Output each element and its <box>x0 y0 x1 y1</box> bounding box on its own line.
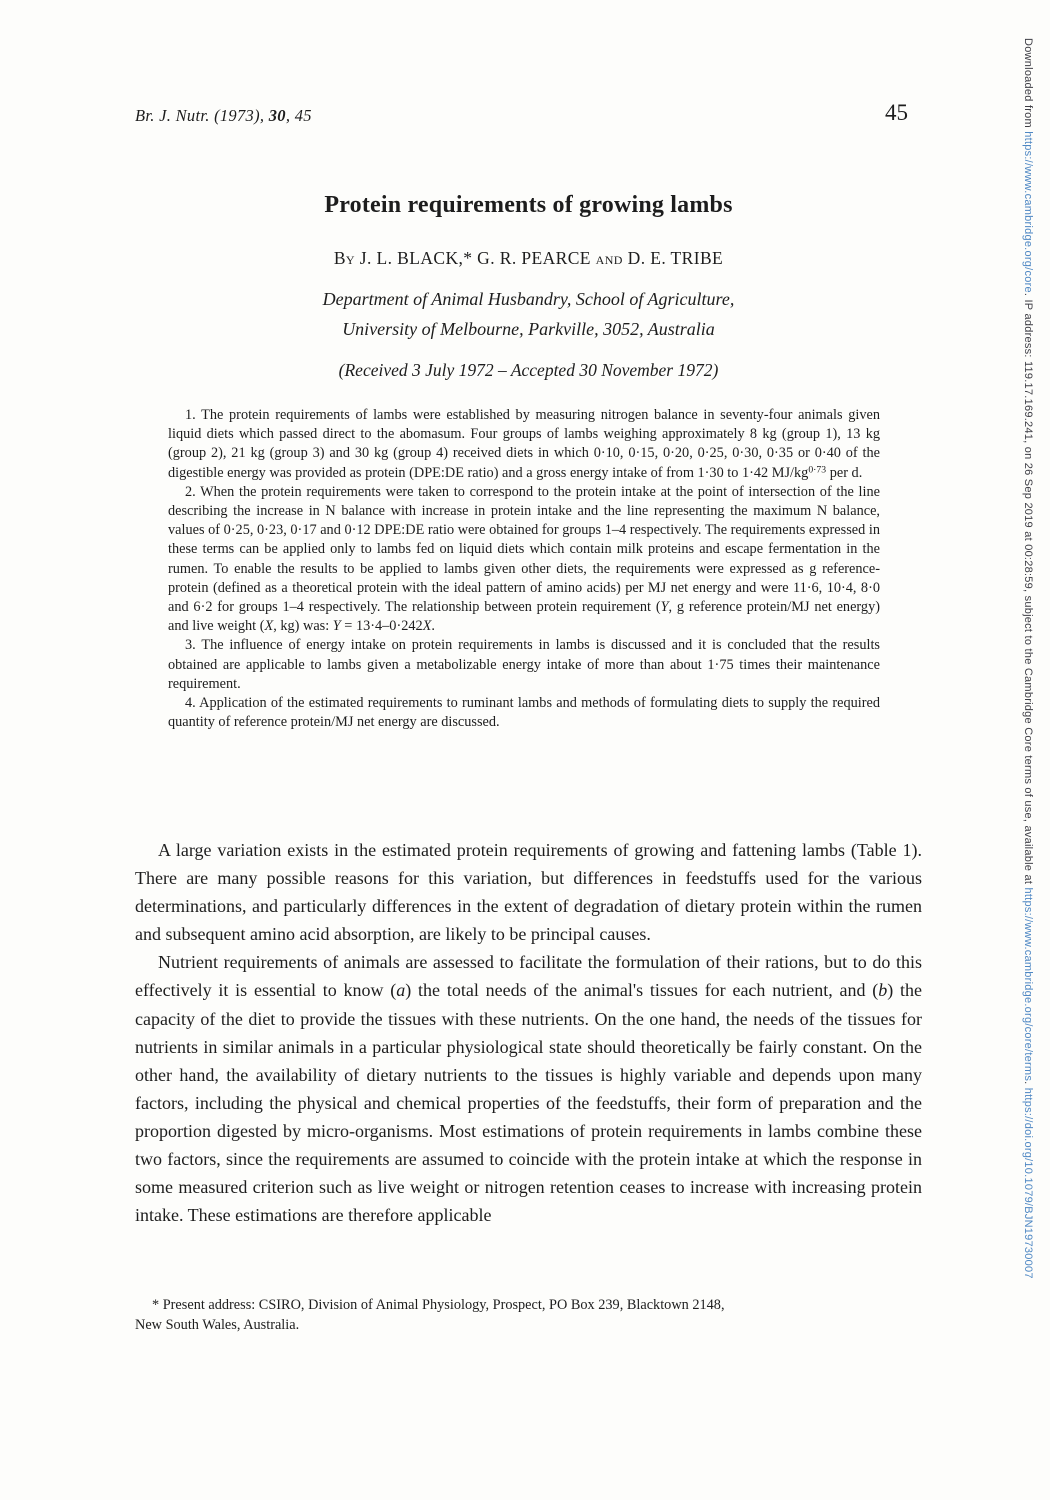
text-segment: Nutrient requirements of animals are assessed to facilitate the formulation of their rations, but to do this effectively it is essential to know ( <box>135 952 922 1001</box>
text-segment: Y <box>332 618 341 635</box>
affiliation-line1: Department of Animal Husbandry, School of Agriculture, <box>322 289 735 309</box>
text-segment: ) the total needs of the animal's tissues for each nutrient, and ( <box>405 980 879 1001</box>
abstract-section <box>168 406 880 732</box>
byline-segment: J. L. BLACK,* G. R. PEARCE <box>355 248 596 268</box>
text-segment: X <box>422 618 432 635</box>
watermark-url: https://doi.org/10.1079/BJN19730007 <box>1022 1087 1034 1279</box>
text-segment: 2. When the protein requirements were taken to correspond to the protein intake at the point of intersection of the line describing the increase in N balance with increase in protein intake and the line representing the maximum N balance, values of 0·25, 0·23, 0·17 and 0·12 DPE:DE ratio were obtained for groups 1–4 respectively. The requirements expressed in these terms can be applied only to lambs fed on liquid diets which contain milk proteins and escape fermentation in the rumen. To enable the results to be applied to lambs given other diets, the requirements were expressed as g reference-protein (defined as a theoretical protein with the ideal pattern of amino acids) per MJ net energy and were 11·6, 10·4, 8·0 and 6·2 for groups 1–4 respectively. The relationship between protein requirement ( <box>168 483 880 616</box>
byline <box>135 248 922 269</box>
journal-year: (1973), <box>209 106 269 125</box>
watermark-url: https://www.cambridge.org/core/terms <box>1022 887 1034 1082</box>
text-segment: X <box>264 618 274 635</box>
watermark-text: Downloaded from <box>1022 38 1034 132</box>
text-segment: A large variation exists in the estimated protein requirements of growing and fattening lambs (Table 1). There are many possible reasons for this variation, but differences in feedstuffs used for the various determinations, and particularly differences in the extent of degradation of dietary protein within the rumen and subsequent amino acid absorption, are likely to be principal causes. <box>135 840 922 945</box>
body-paragraph <box>135 836 922 948</box>
affiliation-line2: University of Melbourne, Parkville, 3052, Australia <box>342 319 715 339</box>
body-section <box>135 836 922 1229</box>
text-segment: , g reference protein/MJ net energy) and live weight ( <box>168 599 880 635</box>
abstract-paragraph <box>168 406 880 483</box>
byline-segment: By <box>333 248 355 268</box>
abstract-paragraph <box>168 694 880 732</box>
text-segment: , kg) was: <box>273 618 333 635</box>
text-segment: 4. Application of the estimated requirements to ruminant lambs and methods of formulating diets to supply the required quantity of reference protein/MJ net energy are discussed. <box>168 695 880 731</box>
watermark-text: . <box>1022 1081 1034 1088</box>
affiliation <box>135 284 922 344</box>
journal-volume: 30 <box>268 106 286 125</box>
received-line: (Received 3 July 1972 – Accepted 30 November 1972) <box>338 360 719 380</box>
byline-segment: D. E. TRIBE <box>622 248 724 268</box>
text-segment: = 13·4–0·242 <box>340 618 423 635</box>
text-segment: b <box>878 980 888 1001</box>
watermark-text: . IP address: 119.17.169.241, on 26 Sep 2019 at 00:28:59, subject to the Cambridge Core terms of use, available at <box>1022 292 1034 888</box>
text-segment: a <box>396 980 406 1001</box>
page-number: 45 <box>885 100 908 125</box>
footnote-line2: New South Wales, Australia. <box>135 1316 300 1333</box>
byline-segment: and <box>595 248 623 268</box>
text-segment: ) the capacity of the diet to provide the tissues with these nutrients. On the one hand, the needs of the tissues for nutrients in similar animals in a particular physiological state should theoretically be fairly constant. On the other hand, the availability of dietary nutrients to the tissues is highly variable and depends upon many factors, including the physical and chemical properties of the feedstuffs, their form of preparation and the proportion digested by micro-organisms. Most estimations of protein requirements in lambs combine these two factors, since the requirements are assumed to coincide with the protein intake at which the response in some measured criterion such as live weight or nitrogen retention ceases to increase with increasing protein intake. These estimations are therefore applicable <box>135 980 922 1226</box>
article-title: Protein requirements of growing lambs <box>324 192 733 218</box>
text-segment: 3. The influence of energy intake on protein requirements in lambs is discussed and it is concluded that the results obtained are applicable to lambs given a metabolizable energy intake of more than about 1·75 times their maintenance requirement. <box>168 637 880 692</box>
journal-reference <box>135 106 312 126</box>
abstract-paragraph <box>168 636 880 694</box>
footnote-line1: * Present address: CSIRO, Division of Animal Physiology, Prospect, PO Box 239, Blacktown 2148, <box>152 1297 725 1313</box>
text-segment: . <box>431 618 435 635</box>
watermark-url: https://www.cambridge.org/core <box>1022 131 1034 293</box>
footnote <box>135 1296 922 1335</box>
text-segment: Y <box>660 599 669 616</box>
text-segment: per d. <box>826 464 863 481</box>
journal-page-ref: , 45 <box>285 106 312 125</box>
abstract-paragraph <box>168 483 880 637</box>
watermark-sidebar <box>1022 38 1034 1478</box>
journal-title: Br. J. Nutr. <box>135 106 210 125</box>
body-paragraph <box>135 948 922 1229</box>
text-segment: 1. The protein requirements of lambs were established by measuring nitrogen balance in seventy-four animals given liquid diets which passed direct to the abomasum. Four groups of lambs weighing approximately 8 kg (group 1), 13 kg (group 2), 21 kg (group 3) and 30 kg (group 4) received diets in which 0·10, 0·15, 0·20, 0·25, 0·30, 0·35 or 0·40 of the digestible energy was provided as protein (DPE:DE ratio) and a gross energy intake of from 1·30 to 1·42 MJ/kg <box>168 407 880 481</box>
text-segment: 0·73 <box>808 464 827 476</box>
